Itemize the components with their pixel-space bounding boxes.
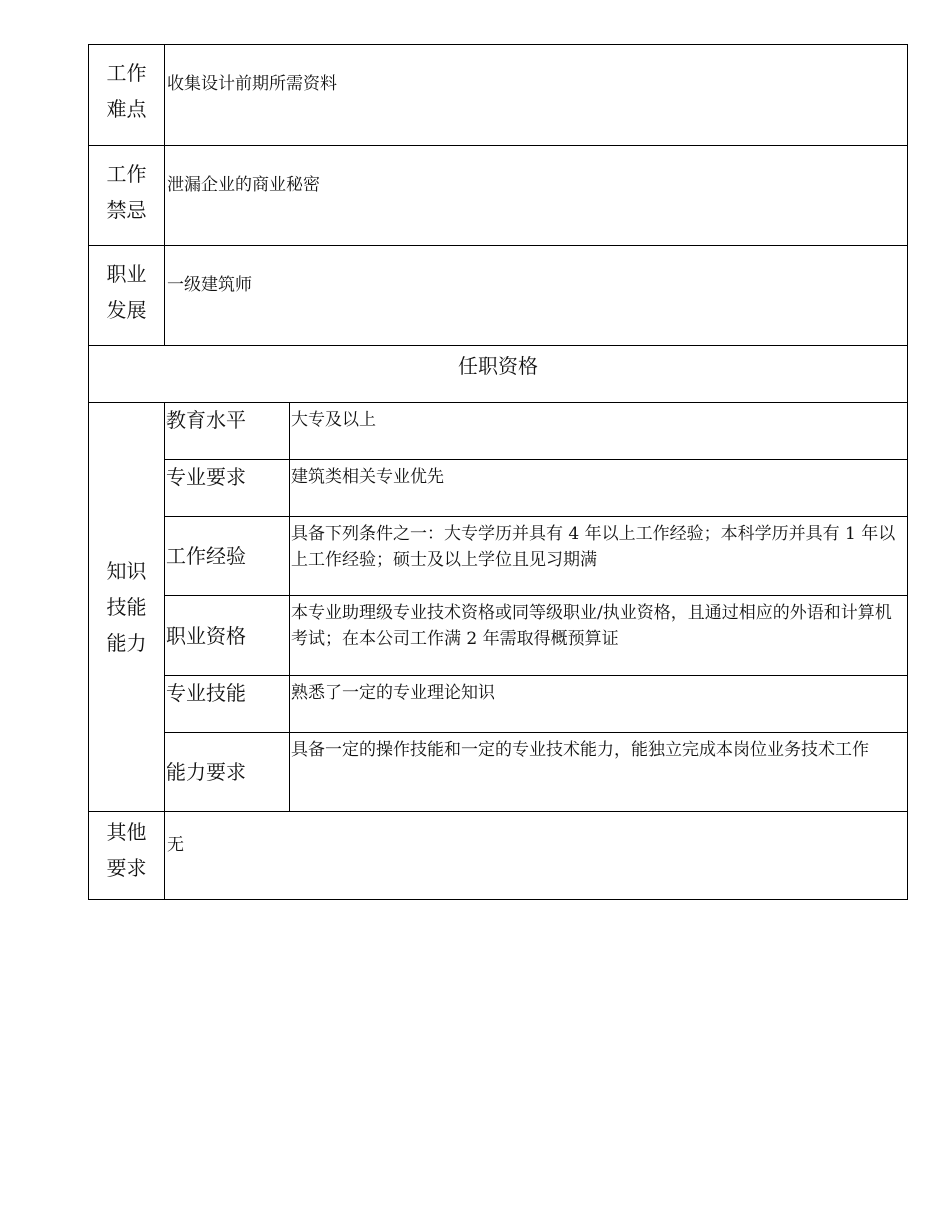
major-requirement-label: 专业要求 — [165, 460, 290, 517]
career-development-value: 一级建筑师 — [165, 246, 908, 346]
label-line: 知识 — [106, 559, 147, 583]
label-line: 禁忌 — [106, 198, 147, 222]
qual-row — [89, 596, 908, 676]
row-section-header — [89, 346, 908, 403]
row-career-development — [89, 246, 908, 346]
label-line: 职业 — [106, 262, 147, 286]
qual-row — [89, 460, 908, 517]
qual-row — [89, 517, 908, 596]
work-taboo-value: 泄漏企业的商业秘密 — [165, 146, 908, 246]
education-level-value: 大专及以上 — [290, 403, 908, 460]
label-line: 能力 — [106, 631, 147, 655]
professional-qualification-value: 本专业助理级专业技术资格或同等级职业/执业资格，且通过相应的外语和计算机考试；在本公司工作满 2 年需取得概预算证 — [290, 596, 908, 676]
major-requirement-value: 建筑类相关专业优先 — [290, 460, 908, 517]
other-requirements-value: 无 — [165, 812, 908, 900]
section-title: 任职资格 — [89, 346, 908, 403]
label-line: 发展 — [106, 298, 147, 322]
row-other-requirements — [89, 812, 908, 900]
qual-row — [89, 733, 908, 812]
label-line: 要求 — [106, 856, 147, 880]
professional-skill-label: 专业技能 — [165, 676, 290, 733]
qual-row — [89, 403, 908, 460]
professional-skill-value: 熟悉了一定的专业理论知识 — [290, 676, 908, 733]
label-line: 工作 — [106, 162, 147, 186]
label-line: 工作 — [106, 61, 147, 85]
knowledge-skill-ability-label — [89, 403, 165, 812]
label-line: 技能 — [106, 595, 147, 619]
row-work-taboo — [89, 146, 908, 246]
other-requirements-label — [89, 812, 165, 900]
qual-row — [89, 676, 908, 733]
label-line: 其他 — [106, 820, 147, 844]
label-line: 难点 — [106, 97, 147, 121]
ability-requirement-label: 能力要求 — [165, 733, 290, 812]
work-taboo-label — [89, 146, 165, 246]
work-difficulty-label — [89, 45, 165, 146]
education-level-label: 教育水平 — [165, 403, 290, 460]
row-work-difficulty — [89, 45, 908, 146]
ability-requirement-value: 具备一定的操作技能和一定的专业技术能力，能独立完成本岗位业务技术工作 — [290, 733, 908, 812]
work-experience-label: 工作经验 — [165, 517, 290, 596]
professional-qualification-label: 职业资格 — [165, 596, 290, 676]
job-description-table — [88, 44, 908, 900]
work-experience-value: 具备下列条件之一：大专学历并具有 4 年以上工作经验；本科学历并具有 1 年以上工作经验；硕士及以上学位且见习期满 — [290, 517, 908, 596]
work-difficulty-value: 收集设计前期所需资料 — [165, 45, 908, 146]
career-development-label — [89, 246, 165, 346]
